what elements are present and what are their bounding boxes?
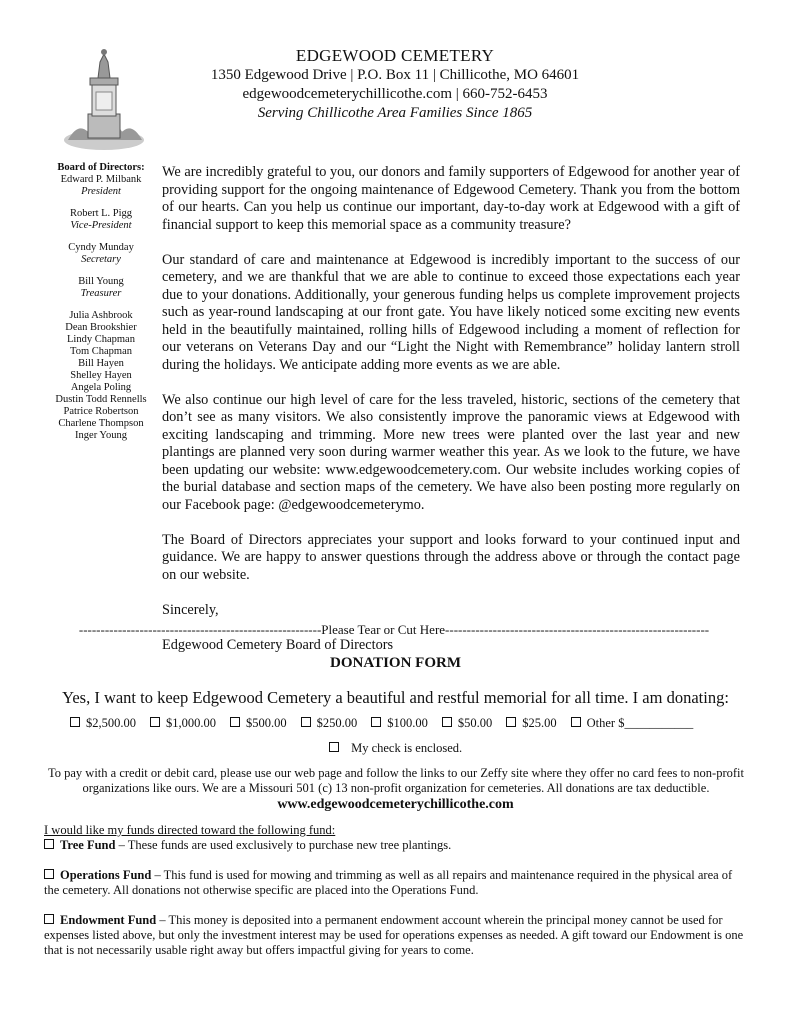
fund-option[interactable] — [44, 868, 748, 898]
website-link[interactable]: www.edgewoodcemeterychillicothe.com — [277, 797, 514, 812]
letter-paragraph: We also continue our high level of care for the less traveled, historic, sections of the cemetery that don’t see as many visitors. We also consistently improve the panoramic views at Edgewood with exciting landscaping and trimming. More new trees were planted over the last year and new plantings are planned very soon during warmer weather this year. As we look to the future, we have been updating our website: www.edgewoodcemetery.com. Our website includes working copies of the burial database and section maps of the cemetery. We have also been posting more regularly on our Facebook page: @edgewoodcemeterymo. — [162, 391, 740, 513]
amount-option[interactable] — [442, 716, 492, 731]
checkbox-icon[interactable] — [442, 717, 452, 727]
payment-info: To pay with a credit or debit card, please use our web page and follow the links to our Zeffy site where they offer no card fees to non-profit organizations like ours. We are a Missouri 501 (c) 13 non-profit organization for cemeteries. All donations are tax deductible. — [47, 766, 744, 795]
amount-label: $250.00 — [316, 716, 358, 730]
fund-desc: – These funds are used exclusively to purchase new tree plantings. — [115, 838, 452, 852]
letter-body — [162, 164, 740, 672]
amount-option[interactable] — [230, 716, 287, 731]
amount-label: $50.00 — [457, 716, 493, 730]
amount-label: $100.00 — [387, 716, 428, 730]
officer-role: President — [81, 186, 121, 197]
checkbox-icon[interactable] — [371, 717, 381, 727]
donation-intro: Yes, I want to keep Edgewood Cemetery a beautiful and restful memorial for all time. I am donating: — [62, 688, 729, 707]
member-name: Dean Brookshier — [65, 322, 137, 333]
member-name: Dustin Todd Rennells — [55, 394, 147, 405]
fund-section — [44, 823, 748, 973]
checkbox-icon[interactable] — [301, 717, 311, 727]
officer-role: Treasurer — [80, 288, 122, 299]
amount-label: $500.00 — [246, 716, 287, 730]
amount-options — [70, 716, 760, 731]
fund-option[interactable] — [44, 838, 748, 853]
amount-label: Other $___________ — [586, 716, 694, 730]
funds-heading: I would like my funds directed toward the following fund: — [44, 823, 336, 837]
letter-paragraph: Our standard of care and maintenance at Edgewood is incredibly important to the success of our cemetery, and we are thankful that we are able to continue to exceed those expectations each year due to your donations. Additionally, your generous funding helps us complete improvement projects such as year-round landscaping at our front gate. You have likely noticed some exciting new events held in the beautifully maintained, rolling hills of Edgewood including a moment of reflection for our veterans on Veterans Day and our “Light the Night with Remembrance” holiday lantern stroll during the holidays. We anticipate adding more events as we are able. — [162, 251, 740, 373]
fund-name: Endowment Fund — [60, 913, 157, 927]
closing: Sincerely, — [162, 601, 219, 618]
amount-label: $25.00 — [522, 716, 557, 730]
fund-name: Tree Fund — [60, 838, 116, 852]
fund-desc: – This fund is used for mowing and trimming as well as all repairs and maintenance required in the physical area of the cemetery. All donations not otherwise specific are placed into the Operations Fund. — [44, 868, 733, 897]
officer-name: Edward P. Milbank — [60, 174, 142, 185]
checkbox-icon[interactable] — [44, 914, 54, 924]
checkbox-icon[interactable] — [230, 717, 240, 727]
member-name: Patrice Robertson — [63, 406, 139, 417]
checkbox-icon[interactable] — [571, 717, 581, 727]
checkbox-icon[interactable] — [150, 717, 160, 727]
member-name: Lindy Chapman — [67, 334, 135, 345]
letter-paragraph: The Board of Directors appreciates your support and looks forward to your continued input and guidance. We are happy to answer questions through the address above or through the contact page on our website. — [162, 531, 740, 583]
amount-option[interactable] — [70, 716, 136, 731]
monument-logo-icon — [58, 44, 150, 152]
form-title: DONATION FORM — [330, 655, 461, 671]
check-enclosed[interactable] — [0, 741, 791, 756]
officer-role: Secretary — [81, 254, 121, 265]
amount-option[interactable] — [150, 716, 216, 731]
board-sidebar — [50, 162, 152, 442]
address: 1350 Edgewood Drive | P.O. Box 11 | Chillicothe, MO 64601 — [210, 67, 580, 83]
checkbox-icon[interactable] — [70, 717, 80, 727]
amount-option[interactable] — [301, 716, 358, 731]
amount-option-other[interactable] — [571, 716, 694, 731]
checkbox-icon[interactable] — [44, 839, 54, 849]
amount-option[interactable] — [506, 716, 556, 731]
check-label: My check is enclosed. — [351, 741, 463, 755]
member-name: Julia Ashbrook — [69, 310, 133, 321]
fund-desc: – This money is deposited into a permanent endowment account wherein the principal money cannot be used for expenses listed above, but only the investment interest may be used for operations expenses as needed. A gift toward our Endowment is one that is not necessarily usable right away but offers impactful giving for years to come. — [44, 913, 744, 957]
member-name: Shelley Hayen — [70, 370, 132, 381]
officer-name: Cyndy Munday — [68, 242, 134, 253]
amount-label: $1,000.00 — [166, 716, 216, 730]
org-name: EDGEWOOD CEMETERY — [295, 46, 495, 65]
amount-label: $2,500.00 — [86, 716, 136, 730]
letterhead — [150, 46, 640, 123]
signature: Edgewood Cemetery Board of Directors — [162, 636, 394, 653]
officer-name: Bill Young — [78, 276, 124, 287]
board-title: Board of Directors: — [57, 162, 145, 173]
member-name: Angela Poling — [70, 382, 132, 393]
fund-name: Operations Fund — [60, 868, 152, 882]
member-name: Bill Hayen — [78, 358, 124, 369]
officer-name: Robert L. Pigg — [69, 208, 133, 219]
member-name: Inger Young — [75, 430, 127, 441]
member-name: Tom Chapman — [70, 346, 132, 357]
letter-paragraph: We are incredibly grateful to you, our donors and family supporters of Edgewood for another year of providing support for the ongoing maintenance of Edgewood Cemetery. Thank you from the bottom of our hearts. Can you help us continue our important, day-to-day work at Edgewood with a gift of financial support to keep this memorial space as a community treasure? — [162, 164, 740, 233]
fund-option[interactable] — [44, 913, 748, 958]
checkbox-icon[interactable] — [44, 869, 54, 879]
checkbox-icon[interactable] — [506, 717, 516, 727]
officer-role: Vice-President — [70, 220, 132, 231]
checkbox-icon[interactable] — [329, 742, 339, 752]
contact-line: edgewoodcemeterychillicothe.com | 660-752-6453 — [242, 86, 548, 102]
tear-line: --------------------------------------------------------Please Tear or Cut Here------------------------------------------------------------- — [78, 622, 710, 637]
amount-option[interactable] — [371, 716, 428, 731]
member-name: Charlene Thompson — [58, 418, 144, 429]
tagline: Serving Chillicothe Area Families Since 1865 — [257, 105, 533, 121]
